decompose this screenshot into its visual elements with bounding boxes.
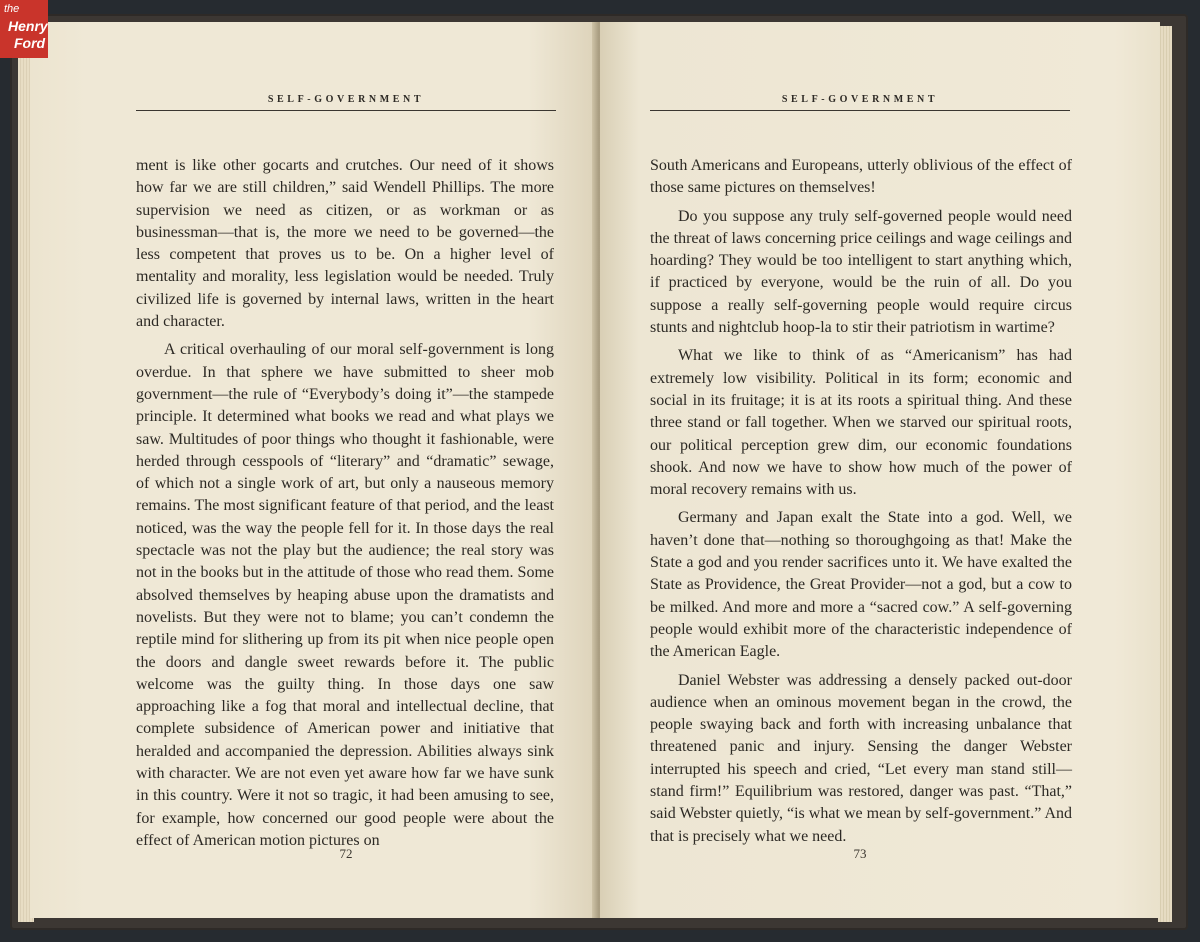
page-block-edge-right xyxy=(1158,26,1172,922)
right-paragraph-4: Germany and Japan exalt the State into a god. Well, we haven’t done that—nothing so thoroughgoing as that! Make the State a god and you render sacrifices unto it. We have exalted the State as Providence, the Great Provider—not a god, but a cow to be milked. And more and more a “sacred cow.” A self-governing people would exhibit more of the characteristic independence of the American Eagle. xyxy=(650,509,1072,661)
right-paragraph-1: South Americans and Europeans, utterly oblivious of the effect of those same pictures on themselves! xyxy=(650,157,1072,197)
right-body-text xyxy=(650,155,1072,848)
left-paragraph-2: A critical overhauling of our moral self-government is long overdue. In that sphere we have submitted to sheer mob government—the rule of “Everybody’s doing it”—the stampede principle. It determined what books we read and what plays we saw. Multitudes of poor things who thought it fashionable, were herded through cesspools of “literary” and “dramatic” sewage, of which not a single work of art, but only a nauseous memory remains. The most significant feature of that period, and the least noticed, was the way the people fell for it. In those days the real spectacle was not the play but the audience; the real story was not in the books but in the attitude of those who read them. Some absolved themselves by heaping abuse upon the dramatists and novelists. But they were not to blame; you can’t condemn the reptile mind for slithering up from its pit when nice people open the doors and dangle sweet rewards before it. The public welcome was the guilty thing. In those days one saw approaching like a fog that moral and intellectual decline, that complete subsidence of American power and initiative that heralded and accompanied the depression. Abilities always sink with character. We are not even yet aware how far we have sunk in this country. Were it not so tragic, it had been amusing to see, for example, how concerned our good people were about the effect of American motion pictures on xyxy=(136,341,554,849)
left-head-rule xyxy=(136,110,556,111)
right-paragraph-5: Daniel Webster was addressing a densely packed out-door audience when an ominous movement began in the crowd, the people swaying back and forth with increasing unbalance that threatened panic and injury. Sensing the danger Webster interrupted his speech and cried, “Let every man stand still—stand firm!” Equilibrium was restored, danger was past. “That,” said Webster quietly, “is what we mean by self-government.” And that is precisely what we need. xyxy=(650,671,1072,845)
right-page-number: 73 xyxy=(853,846,867,861)
logo-line-3: Ford xyxy=(14,35,46,51)
left-paragraph-1: ment is like other gocarts and crutches. Our need of it shows how far we are still children,” said Wendell Phillips. The more supervision we need as citizen, or as workman or as businessman—that is, the more we need to be governed—the less competent that proves us to be. On a higher level of mentality and morality, less legislation would be needed. Truly civilized life is governed by internal laws, written in the heart and character. xyxy=(136,157,554,331)
right-paragraph-2: Do you suppose any truly self-governed people would need the threat of laws concerning price ceilings and wage ceilings and hoarding? They would be too intelligent to start anything which, if practiced by everyone, would be the ruin of all. Do you suppose a really self-governing people would require circus stunts and nightclub hoop-la to stir their patriotism in wartime? xyxy=(650,207,1072,337)
right-paragraph-3: What we like to think of as “Americanism” has had extremely low visibility. Political in its form; economic and social in its fruitage; it is at its roots a spiritual thing. And these three stand or fall together. When we starved our spiritual roots, our political perception grew dim, our economic foundations shook. And now we have to show how much of the power of moral recovery remains with us. xyxy=(650,347,1072,499)
logo-line-2: Henry xyxy=(8,18,48,34)
left-body-text xyxy=(136,155,554,852)
right-running-head: SELF-GOVERNMENT xyxy=(781,94,939,105)
right-head-rule xyxy=(650,110,1070,111)
logo-line-1: the xyxy=(4,3,20,15)
left-page-number: 72 xyxy=(339,846,353,861)
henry-ford-logo xyxy=(0,0,48,58)
left-page xyxy=(30,22,596,918)
right-page xyxy=(600,22,1160,918)
left-running-head: SELF-GOVERNMENT xyxy=(267,94,425,105)
